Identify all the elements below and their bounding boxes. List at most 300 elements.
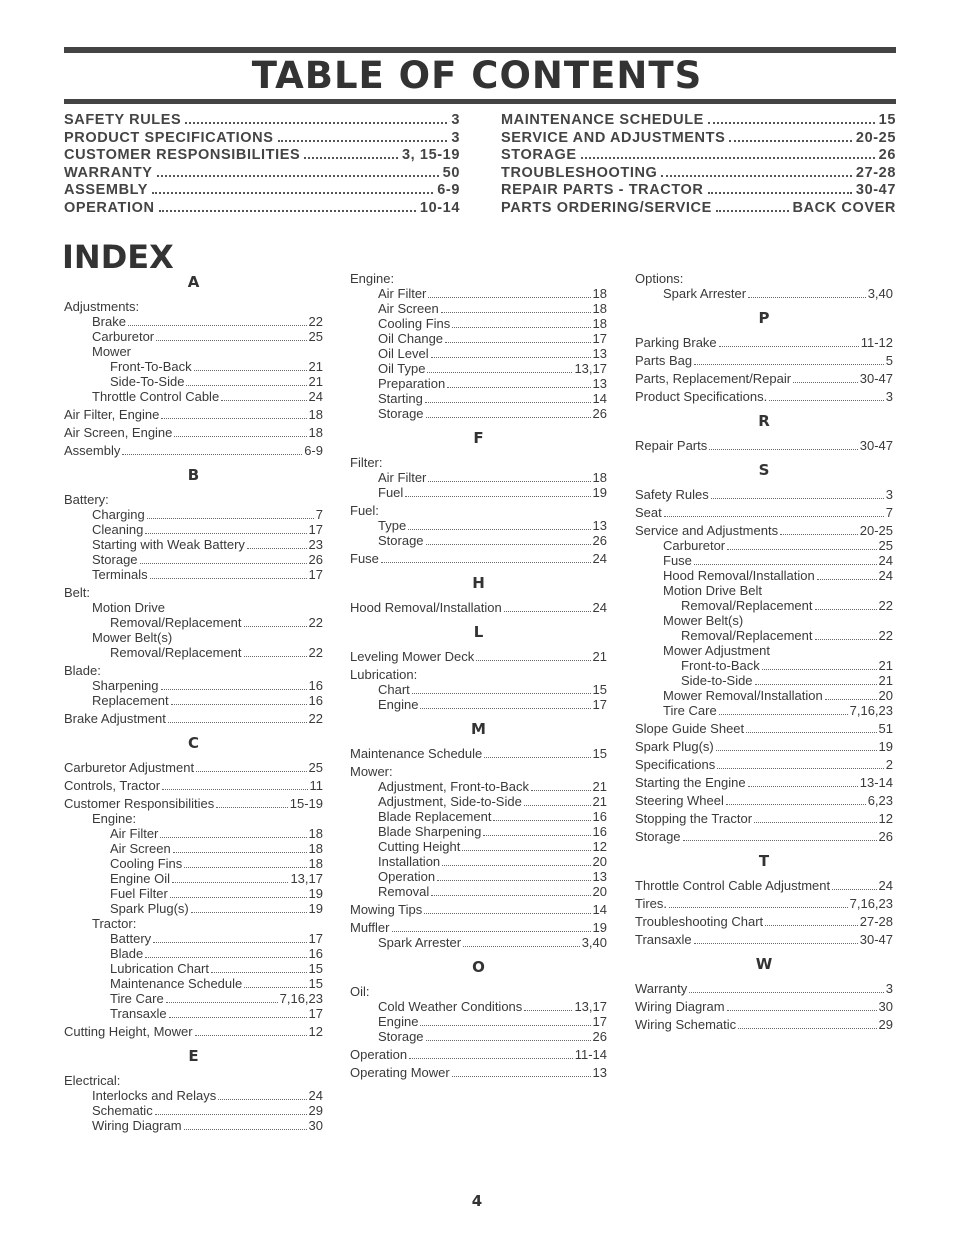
- index-entry-label: Safety Rules: [635, 487, 709, 502]
- dot-leader: [726, 804, 866, 805]
- index-entry: [635, 896, 893, 911]
- dot-leader: [161, 689, 307, 690]
- index-entry-label: Terminals: [92, 567, 148, 582]
- index-entry-page: 11: [309, 778, 323, 793]
- toc-entry-page: 20-25: [855, 129, 896, 146]
- index-entry-page: 13: [592, 376, 607, 391]
- index-entry: [64, 711, 323, 726]
- toc-entry-page: 10-14: [419, 199, 460, 216]
- index-entry: [635, 628, 893, 643]
- top-rule: [64, 47, 896, 53]
- index-entry-label: Air Screen: [110, 841, 171, 856]
- index-entry: [64, 507, 323, 522]
- dot-leader: [408, 529, 590, 530]
- index-entry-page: 7,16,23: [849, 896, 893, 911]
- toc-entry[interactable]: [501, 182, 896, 200]
- toc-entry[interactable]: [64, 165, 460, 183]
- index-heading: [350, 984, 607, 999]
- index-entry: [64, 522, 323, 537]
- index-entry-page: 15: [308, 961, 323, 976]
- toc-entry[interactable]: [501, 130, 896, 148]
- index-entry: [635, 811, 893, 826]
- index-entry: [64, 1006, 323, 1021]
- index-entry-page: 26: [308, 552, 323, 567]
- index-entry-label: Oil Level: [378, 346, 429, 361]
- index-entry-label: Cutting Height, Mower: [64, 1024, 193, 1039]
- dot-leader: [711, 498, 884, 499]
- dot-leader: [716, 210, 789, 212]
- index-entry-label: Engine:: [350, 271, 395, 286]
- dot-leader: [825, 699, 877, 700]
- index-heading: [350, 764, 607, 779]
- index-entry: [350, 1029, 607, 1044]
- index-entry: [350, 824, 607, 839]
- dot-leader: [153, 942, 306, 943]
- index-entry-page: 24: [878, 878, 893, 893]
- index-entry-label: Installation: [378, 854, 441, 869]
- index-entry: [635, 757, 893, 772]
- index-entry-label: Specifications: [635, 757, 716, 772]
- index-entry: [635, 487, 893, 502]
- index-entry: [64, 314, 323, 329]
- index-entry-label: Oil Type: [378, 361, 426, 376]
- index-entry: [635, 673, 893, 688]
- index-entry-page: 11-12: [860, 335, 893, 350]
- index-entry-page: 3,40: [581, 935, 607, 950]
- index-entry: [350, 361, 607, 376]
- index-entry-label: Side-to-Side: [681, 673, 753, 688]
- index-entry-label: Schematic: [92, 1103, 153, 1118]
- index-entry-label: Motion Drive Belt: [663, 583, 762, 598]
- toc-entry-label: REPAIR PARTS - TRACTOR: [501, 182, 704, 198]
- index-entry: [64, 961, 323, 976]
- index-entry: [350, 533, 607, 548]
- index-entry: [350, 301, 607, 316]
- index-entry: [350, 346, 607, 361]
- toc-entry-label: OPERATION: [64, 199, 155, 216]
- index-entry-page: 20: [878, 688, 893, 703]
- index-section-letter: H: [472, 574, 485, 592]
- index-entry-page: 7: [315, 507, 323, 522]
- index-section-letter: T: [758, 852, 770, 870]
- index-entry-page: 30-47: [859, 371, 893, 386]
- dot-leader: [708, 192, 852, 194]
- index-entry-label: Wiring Diagram: [92, 1118, 182, 1133]
- index-entry-label: Engine: [378, 697, 419, 712]
- dot-leader: [191, 912, 307, 913]
- index-column-3: [635, 271, 893, 1032]
- dot-leader: [426, 417, 591, 418]
- index-entry: [350, 746, 607, 761]
- toc-entry[interactable]: [64, 147, 460, 165]
- index-entry-page: 13,17: [574, 361, 607, 376]
- dot-leader: [447, 387, 590, 388]
- dot-leader: [716, 750, 877, 751]
- index-section-letter: C: [187, 734, 199, 752]
- toc-entry[interactable]: [501, 147, 896, 165]
- index-heading: [64, 585, 323, 600]
- index-entry: [64, 389, 323, 404]
- index-entry-page: 7,16,23: [279, 991, 323, 1006]
- index-entry-label: Mower:: [350, 764, 393, 779]
- index-entry-label: Belt:: [64, 585, 91, 600]
- index-entry-label: Transaxle: [635, 932, 692, 947]
- index-entry: [64, 871, 323, 886]
- index-entry-label: Mower Adjustment: [663, 643, 770, 658]
- index-entry: [64, 693, 323, 708]
- index-entry-page: 30: [878, 999, 893, 1014]
- index-entry-label: Mower Belt(s): [92, 630, 173, 645]
- toc-entry-label: SERVICE AND ADJUSTMENTS: [501, 129, 726, 146]
- index-entry: [350, 682, 607, 697]
- index-entry-label: Filter:: [350, 455, 383, 470]
- index-entry-page: 21: [878, 673, 893, 688]
- index-entry-page: 19: [878, 739, 893, 754]
- index-entry-page: 18: [308, 826, 323, 841]
- dot-leader: [524, 805, 591, 806]
- index-entry-label: Repair Parts: [635, 438, 708, 453]
- toc-entry-page: 27-28: [855, 164, 896, 181]
- toc-entry-page: 30-47: [855, 182, 896, 198]
- index-entry: [64, 1024, 323, 1039]
- index-entry-page: 17: [308, 1006, 323, 1021]
- index-entry-page: 16: [592, 824, 607, 839]
- index-entry-label: Carburetor: [92, 329, 155, 344]
- dot-leader: [463, 946, 580, 947]
- index-heading: [635, 271, 893, 286]
- index-entry-label: Lubrication Chart: [110, 961, 209, 976]
- index-heading: [64, 811, 323, 826]
- dot-leader: [719, 714, 848, 715]
- index-entry-page: 13: [592, 346, 607, 361]
- dot-leader: [427, 372, 572, 373]
- index-entry-page: 22: [308, 314, 323, 329]
- dot-leader: [412, 693, 591, 694]
- dot-leader: [420, 708, 590, 709]
- index-entry: [350, 999, 607, 1014]
- index-entry-label: Removal/Replacement: [110, 645, 242, 660]
- dot-leader: [122, 454, 302, 455]
- dot-leader: [161, 418, 306, 419]
- dot-leader: [437, 880, 590, 881]
- toc-title: TABLE OF CONTENTS: [251, 54, 703, 97]
- index-entry-label: Muffler: [350, 920, 390, 935]
- index-heading: [64, 492, 323, 507]
- index-entry-label: Air Filter: [378, 286, 427, 301]
- index-entry: [64, 329, 323, 344]
- index-entry: [350, 794, 607, 809]
- index-entry-label: Blade Sharpening: [378, 824, 482, 839]
- toc-entry[interactable]: [501, 200, 896, 218]
- index-entry-label: Mower: [92, 344, 132, 359]
- index-entry: [64, 856, 323, 871]
- index-entry-label: Oil Change: [378, 331, 444, 346]
- index-entry-label: Cold Weather Conditions: [378, 999, 523, 1014]
- index-entry-page: 12: [878, 811, 893, 826]
- index-entry-label: Blade Replacement: [378, 809, 492, 824]
- dot-leader: [428, 297, 590, 298]
- toc-entry-page: 50: [442, 164, 460, 181]
- dot-leader: [244, 626, 307, 627]
- index-heading: [64, 299, 323, 314]
- dot-leader: [194, 370, 307, 371]
- index-entry-page: 22: [878, 598, 893, 613]
- index-entry-page: 18: [308, 425, 323, 440]
- index-entry-page: 20-25: [859, 523, 893, 538]
- dot-leader: [780, 534, 858, 535]
- dot-leader: [211, 972, 307, 973]
- index-entry-label: Steering Wheel: [635, 793, 724, 808]
- index-entry: [350, 391, 607, 406]
- toc-entry-page: 15: [878, 112, 896, 128]
- index-entry-label: Adjustment, Front-to-Back: [378, 779, 529, 794]
- index-entry: [64, 1088, 323, 1103]
- dot-leader: [426, 1040, 591, 1041]
- index-heading: [350, 667, 607, 682]
- index-entry: [64, 778, 323, 793]
- dot-leader: [424, 913, 590, 914]
- index-entry-label: Wiring Schematic: [635, 1017, 737, 1032]
- index-entry: [635, 505, 893, 520]
- index-entry-label: Spark Plug(s): [110, 901, 189, 916]
- index-entry: [64, 991, 323, 1006]
- dot-leader: [244, 987, 306, 988]
- toc-entry[interactable]: [64, 182, 460, 200]
- index-entry-page: 13: [592, 869, 607, 884]
- dot-leader: [661, 175, 851, 177]
- index-entry: [635, 658, 893, 673]
- index-entry-label: Parts, Replacement/Repair: [635, 371, 792, 386]
- index-section-letter: S: [758, 461, 770, 479]
- dot-leader: [166, 1002, 278, 1003]
- dot-leader: [155, 1114, 307, 1115]
- index-entry-page: 23: [308, 537, 323, 552]
- index-entry-page: 22: [308, 711, 323, 726]
- index-entry-page: 19: [592, 920, 607, 935]
- index-entry-label: Mowing Tips: [350, 902, 423, 917]
- index-entry: [64, 931, 323, 946]
- index-entry-label: Fuse: [663, 553, 692, 568]
- index-entry-label: Side-To-Side: [110, 374, 185, 389]
- index-entry-page: 11-14: [574, 1047, 607, 1062]
- index-entry: [64, 841, 323, 856]
- index-entry-page: 17: [592, 1014, 607, 1029]
- index-entry-label: Troubleshooting Chart: [635, 914, 764, 929]
- index-entry-page: 3: [885, 389, 893, 404]
- index-entry: [350, 902, 607, 917]
- index-entry: [350, 1014, 607, 1029]
- index-entry-label: Cooling Fins: [378, 316, 451, 331]
- index-entry-label: Air Filter: [378, 470, 427, 485]
- index-section-letter: O: [472, 958, 485, 976]
- toc-entry[interactable]: [501, 165, 896, 183]
- index-entry-page: 15: [592, 746, 607, 761]
- dot-leader: [147, 518, 314, 519]
- index-entry: [635, 523, 893, 538]
- index-entry-page: 13: [592, 1065, 607, 1080]
- index-entry: [350, 649, 607, 664]
- dot-leader: [159, 210, 416, 212]
- index-heading: [64, 344, 323, 359]
- index-entry-label: Product Specifications.: [635, 389, 768, 404]
- dot-leader: [493, 820, 590, 821]
- dot-leader: [581, 157, 875, 159]
- index-entry-label: Carburetor: [663, 538, 726, 553]
- index-entry-label: Chart: [378, 682, 410, 697]
- index-entry: [350, 470, 607, 485]
- index-section-letter: A: [187, 273, 200, 291]
- index-entry-page: 14: [592, 902, 607, 917]
- index-title: INDEX: [62, 238, 174, 276]
- index-entry: [64, 796, 323, 811]
- dot-leader: [689, 992, 884, 993]
- dot-leader: [738, 1028, 876, 1029]
- dot-leader: [462, 850, 590, 851]
- index-entry-label: Spark Arrester: [378, 935, 462, 950]
- toc-entry[interactable]: [64, 112, 460, 130]
- index-entry-page: 24: [592, 600, 607, 615]
- dot-leader: [420, 1025, 590, 1026]
- dot-leader: [664, 516, 884, 517]
- index-section-letter: W: [755, 955, 773, 973]
- index-entry-page: 3,40: [867, 286, 893, 301]
- dot-leader: [694, 943, 858, 944]
- toc-entry-page: 6-9: [437, 182, 460, 198]
- dot-leader: [426, 544, 591, 545]
- index-entry-label: Removal/Replacement: [681, 598, 813, 613]
- index-heading: [635, 583, 893, 598]
- dot-leader: [278, 140, 448, 142]
- dot-leader: [727, 1010, 877, 1011]
- index-entry-page: 21: [878, 658, 893, 673]
- dot-leader: [452, 1076, 591, 1077]
- index-entry-label: Service and Adjustments: [635, 523, 779, 538]
- index-entry: [64, 886, 323, 901]
- index-entry-label: Blade: [110, 946, 144, 961]
- index-entry-page: 7,16,23: [849, 703, 893, 718]
- index-entry: [635, 878, 893, 893]
- dot-leader: [476, 660, 590, 661]
- dot-leader: [694, 364, 884, 365]
- index-entry-label: Tractor:: [92, 916, 137, 931]
- index-entry: [350, 854, 607, 869]
- index-entry: [350, 600, 607, 615]
- dot-leader: [381, 562, 591, 563]
- index-entry-label: Interlocks and Relays: [92, 1088, 217, 1103]
- toc-entry-label: CUSTOMER RESPONSIBILITIES: [64, 147, 301, 163]
- index-entry-label: Removal/Replacement: [681, 628, 813, 643]
- index-section-letter: L: [473, 623, 484, 641]
- index-section-letter: E: [188, 1047, 199, 1065]
- index-entry-page: 27-28: [859, 914, 893, 929]
- index-entry-label: Warranty: [635, 981, 688, 996]
- index-entry: [350, 884, 607, 899]
- index-entry-page: 51: [878, 721, 893, 736]
- dot-leader: [762, 669, 877, 670]
- dot-leader: [729, 140, 852, 142]
- dot-leader: [304, 157, 398, 159]
- index-entry: [635, 721, 893, 736]
- index-entry-page: 5: [885, 353, 893, 368]
- index-entry-page: 29: [878, 1017, 893, 1032]
- index-entry: [64, 407, 323, 422]
- index-entry-label: Air Screen, Engine: [64, 425, 173, 440]
- index-entry-label: Front-to-Back: [681, 658, 760, 673]
- index-entry-label: Fuel: [378, 485, 404, 500]
- index-entry-label: Leveling Mower Deck: [350, 649, 475, 664]
- index-entry: [64, 1118, 323, 1133]
- index-entry: [635, 371, 893, 386]
- index-entry-label: Spark Plug(s): [635, 739, 714, 754]
- index-section-letter: F: [473, 429, 484, 447]
- index-entry-label: Storage: [378, 1029, 424, 1044]
- index-entry-page: 30-47: [859, 438, 893, 453]
- index-entry-label: Cooling Fins: [110, 856, 183, 871]
- dot-leader: [157, 175, 439, 177]
- index-entry: [350, 1065, 607, 1080]
- index-entry-label: Hood Removal/Installation: [663, 568, 815, 583]
- toc-entry[interactable]: [501, 112, 896, 130]
- index-entry-label: Parking Brake: [635, 335, 717, 350]
- index-entry: [64, 537, 323, 552]
- index-section-letter: M: [471, 720, 486, 738]
- toc-entry[interactable]: [64, 130, 460, 148]
- index-column-2: [350, 271, 607, 1080]
- dot-leader: [717, 768, 884, 769]
- index-entry: [635, 739, 893, 754]
- index-entry: [635, 538, 893, 553]
- index-entry-label: Maintenance Schedule: [110, 976, 243, 991]
- index-entry: [64, 359, 323, 374]
- dot-leader: [152, 192, 433, 194]
- dot-leader: [145, 957, 306, 958]
- index-entry-label: Transaxle: [110, 1006, 167, 1021]
- index-entry-page: 15-19: [289, 796, 323, 811]
- index-entry-page: 16: [592, 809, 607, 824]
- index-entry: [64, 901, 323, 916]
- dot-leader: [428, 481, 590, 482]
- index-entry-page: 17: [592, 331, 607, 346]
- index-entry-label: Fuel:: [350, 503, 379, 518]
- index-entry-page: 16: [308, 678, 323, 693]
- dot-leader: [145, 533, 306, 534]
- index-entry: [64, 552, 323, 567]
- index-entry-label: Storage: [635, 829, 681, 844]
- index-entry-label: Type: [378, 518, 407, 533]
- toc-rule: [64, 99, 896, 104]
- dot-leader: [754, 822, 876, 823]
- index-entry: [64, 826, 323, 841]
- index-section-letter: R: [758, 412, 770, 430]
- dot-leader: [431, 895, 590, 896]
- index-entry: [635, 999, 893, 1014]
- toc-entry-label: MAINTENANCE SCHEDULE: [501, 112, 704, 128]
- dot-leader: [748, 786, 858, 787]
- index-entry-page: 30: [308, 1118, 323, 1133]
- index-entry-page: 25: [878, 538, 893, 553]
- index-entry-page: 29: [308, 1103, 323, 1118]
- dot-leader: [832, 889, 876, 890]
- dot-leader: [793, 382, 858, 383]
- dot-leader: [247, 548, 307, 549]
- index-heading: [64, 916, 323, 931]
- index-entry-label: Adjustments:: [64, 299, 140, 314]
- toc-entry[interactable]: [64, 200, 460, 218]
- index-entry-page: 19: [592, 485, 607, 500]
- index-entry: [350, 331, 607, 346]
- index-entry: [635, 793, 893, 808]
- index-entry-page: 21: [592, 794, 607, 809]
